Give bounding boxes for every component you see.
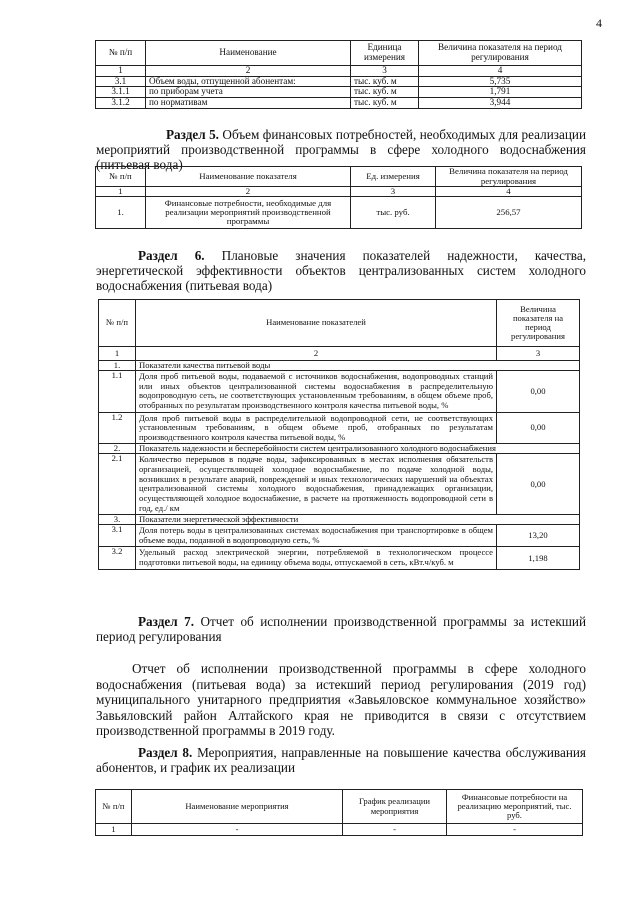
header-unit: Единица измерения: [351, 41, 419, 66]
section-7-heading: [96, 614, 586, 644]
row-name: Удельный расход электрической энергии, потребляемой в технологическом процессе подготовки питьевой воды, на единицу объема воды, отпускаемой в сеть, кВт.ч/куб. м: [136, 547, 497, 569]
index-cell: 1: [96, 187, 146, 197]
group-row: [99, 515, 580, 525]
row-value: 3,944: [419, 97, 582, 108]
row-name: Доля потерь воды в централизованных системах водоснабжения при транспортировке в общем объеме воды, поданной в водопроводную сеть, %: [136, 525, 497, 547]
section-8-label: Раздел 8.: [138, 745, 193, 760]
index-row: [96, 187, 582, 197]
table-row: [99, 371, 580, 413]
index-cell: 1: [96, 66, 146, 77]
index-cell: 1: [99, 347, 136, 361]
row-unit: тыс. куб. м: [351, 76, 419, 87]
table-row: [99, 412, 580, 444]
header-value: Величина показателя на период регулирования: [419, 41, 582, 66]
group-row: [99, 361, 580, 371]
header-unit: Ед. измерения: [351, 167, 436, 187]
row-value: 0,00: [497, 412, 580, 444]
table-row: [99, 547, 580, 569]
group-title: Показатели энергетической эффективности: [136, 515, 580, 525]
row-number: 3.1: [96, 76, 146, 87]
group-title: Показатель надежности и бесперебойности систем централизованного холодного водоснабжения: [136, 444, 580, 454]
table-header-row: [96, 41, 582, 66]
header-number: № п/п: [96, 790, 132, 824]
section-6-label: Раздел 6.: [138, 248, 205, 263]
row-value: 1,791: [419, 87, 582, 98]
row-number: 1: [96, 824, 132, 836]
row-unit: тыс. куб. м: [351, 97, 419, 108]
row-value: 1,198: [497, 547, 580, 569]
index-cell: 3: [351, 66, 419, 77]
header-number: № п/п: [96, 41, 146, 66]
row-name: по приборам учета: [146, 87, 351, 98]
header-name: Наименование показателей: [136, 300, 497, 347]
header-schedule: График реализации мероприятия: [343, 790, 447, 824]
section-8-title: Мероприятия, направленные на повышение качества обслуживания абонентов, и график их реализации: [96, 745, 587, 775]
header-value: Величина показателя на период регулирования: [497, 300, 580, 347]
row-name: Объем воды, отпущенной абонентам:: [146, 76, 351, 87]
water-volume-table: [95, 40, 582, 109]
row-value: 13,20: [497, 525, 580, 547]
header-value: Величина показателя на период регулирования: [436, 167, 582, 187]
row-name: Доля проб питьевой воды в распределительной водопроводной сети, не соответствующих установленным требованиям, в общем объеме проб, отобранных по результатам производственного контроля качества питьевой воды, %: [136, 412, 497, 444]
row-number: 1.: [96, 197, 146, 229]
row-name: по нормативам: [146, 97, 351, 108]
financial-needs-table: [95, 166, 582, 229]
row-number: 3.1.1: [96, 87, 146, 98]
row-name: Финансовые потребности, необходимые для реализации мероприятий производственной программы: [146, 197, 351, 229]
index-row: [99, 347, 580, 361]
table-row: [96, 824, 583, 836]
row-value: 5,735: [419, 76, 582, 87]
group-title: Показатели качества питьевой воды: [136, 361, 580, 371]
table-header-row: [99, 300, 580, 347]
section-6-heading: [96, 248, 586, 293]
table-row: [96, 97, 582, 108]
row-number: 3.2: [99, 547, 136, 569]
row-number: 3.1: [99, 525, 136, 547]
row-value: 0,00: [497, 371, 580, 413]
row-financial: -: [447, 824, 583, 836]
section-6-title: Плановые значения показателей надежности, качества, энергетической эффективности объектов централизованных систем холодного водоснабжения (питьевая вода): [96, 248, 586, 293]
page-number: 4: [596, 16, 602, 30]
index-row: [96, 66, 582, 77]
header-number: № п/п: [99, 300, 136, 347]
section-5-title: Объем финансовых потребностей, необходимых для реализации мероприятий производственной программы в сфере холодного водоснабжения (питьевая вода): [96, 127, 587, 172]
row-name: Доля проб питьевой воды, подаваемой с источников водоснабжения, водопроводных станций или иных объектов централизованной системы водоснабжения в распределительную водопроводную сеть, не соответствующих установленным требованиям, в общем объеме проб, отобранных по результатам производственного контроля качества питьевой воды, %: [136, 371, 497, 413]
table-row: [96, 76, 582, 87]
table-row: [96, 197, 582, 229]
table-row: [96, 87, 582, 98]
header-financial: Финансовые потребности на реализацию мероприятий, тыс. руб.: [447, 790, 583, 824]
row-unit: тыс. руб.: [351, 197, 436, 229]
row-name: -: [132, 824, 343, 836]
section-5-label: Раздел 5.: [166, 127, 219, 142]
index-cell: 2: [146, 66, 351, 77]
section-8-heading: [96, 745, 586, 775]
header-name: Наименование: [146, 41, 351, 66]
row-number: 1.2: [99, 412, 136, 444]
row-value: 0,00: [497, 454, 580, 515]
group-row: [99, 444, 580, 454]
index-cell: 4: [419, 66, 582, 77]
header-name: Наименование мероприятия: [132, 790, 343, 824]
table-header-row: [96, 790, 583, 824]
index-cell: 3: [497, 347, 580, 361]
row-unit: тыс. куб. м: [351, 87, 419, 98]
section-7-paragraph: Отчет об исполнении производственной программы в сфере холодного водоснабжения (питьевая вода) за истекший период регулирования (2019 год) муниципального унитарного предприятия «Завьяловское коммунальное хозяйство» Завьяловский район Алтайского края не приводится в связи с отсутствием производственной программы в 2019 году.: [96, 661, 586, 739]
group-number: 1.: [99, 361, 136, 371]
index-cell: 2: [146, 187, 351, 197]
table-row: [99, 454, 580, 515]
table-row: [99, 525, 580, 547]
section-7-label: Раздел 7.: [138, 614, 194, 629]
index-cell: 2: [136, 347, 497, 361]
service-measures-table: [95, 789, 583, 836]
row-number: 1.1: [99, 371, 136, 413]
row-name: Количество перерывов в подаче воды, зафиксированных в местах исполнения обязательств организацией, осуществляющей холодное водоснабжение, по подаче холодной воды, возникших в результате аварий, повреждений и иных технологических нарушений на объектах централизованной системы холодного водоснабжения, принадлежащих организации, осуществляющей холодное водоснабжение, в расчете на протяженность водопроводной сети в год, ед./ км: [136, 454, 497, 515]
row-number: 2.1: [99, 454, 136, 515]
group-number: 3.: [99, 515, 136, 525]
row-number: 3.1.2: [96, 97, 146, 108]
index-cell: 4: [436, 187, 582, 197]
group-number: 2.: [99, 444, 136, 454]
index-cell: 3: [351, 187, 436, 197]
table-header-row: [96, 167, 582, 187]
header-name: Наименование показателя: [146, 167, 351, 187]
indicators-table: [98, 299, 580, 570]
row-schedule: -: [343, 824, 447, 836]
section-7-title: Отчет об исполнении производственной программы за истекший период регулирования: [96, 614, 587, 644]
header-number: № п/п: [96, 167, 146, 187]
row-value: 256,57: [436, 197, 582, 229]
